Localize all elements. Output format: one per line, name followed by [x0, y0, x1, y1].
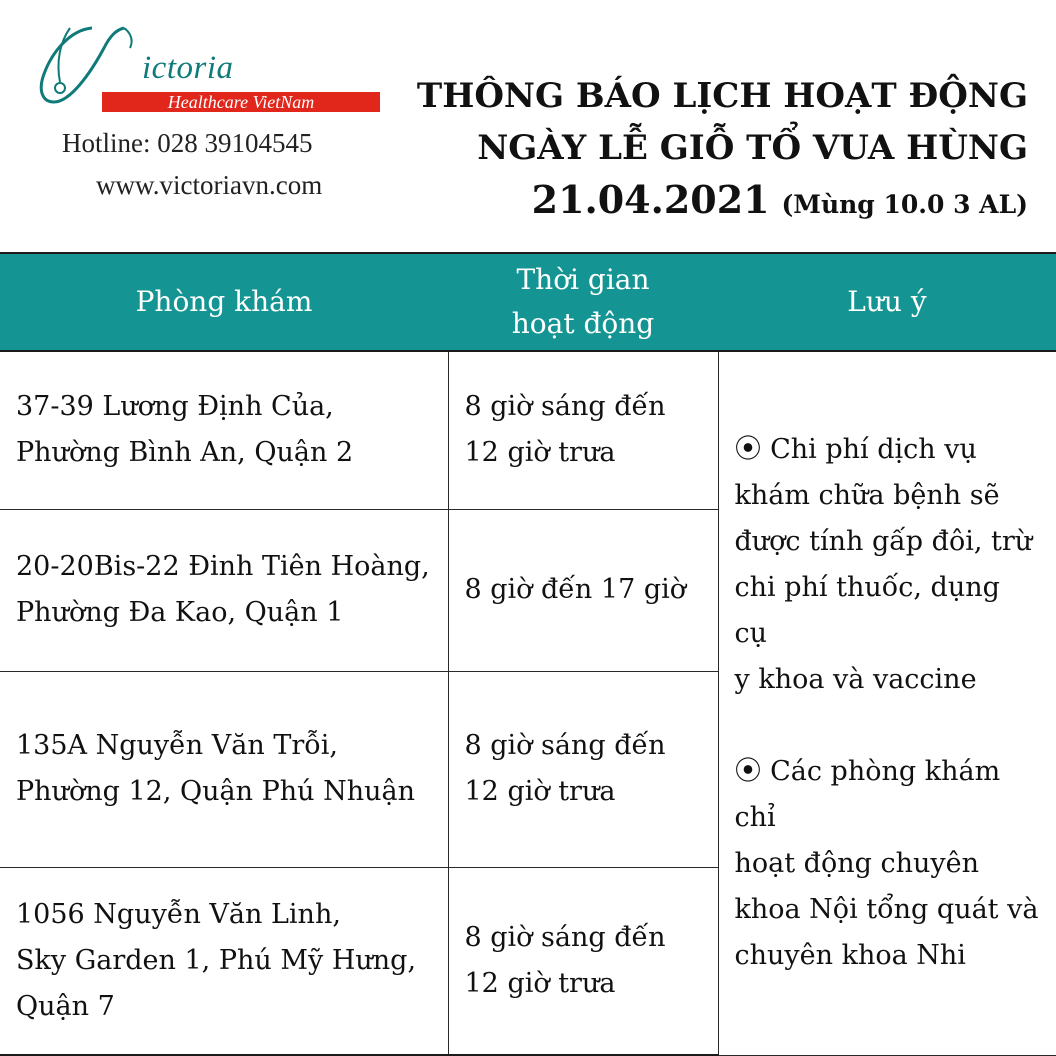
title-line-2: NGÀY LỄ GIỖ TỔ VUA HÙNG: [477, 128, 1028, 168]
col-header-clinic: Phòng khám: [0, 253, 448, 351]
schedule-table: [0, 252, 1056, 1056]
clinic-address: 20-20Bis-22 Đinh Tiên Hoàng, Phường Đa Kao, Quận 1: [0, 509, 448, 671]
notes-cell: [718, 351, 1056, 1055]
clinic-address: 1056 Nguyễn Văn Linh, Sky Garden 1, Phú Mỹ Hưng, Quận 7: [0, 867, 448, 1055]
title-line-1: THÔNG BÁO LỊCH HOẠT ĐỘNG: [416, 76, 1028, 116]
title-line-3: [417, 174, 1028, 231]
notice-title: [417, 70, 1028, 231]
col-header-hours-text: Thời gian hoạt động: [511, 263, 655, 340]
clinic-address: 37-39 Lương Định Của, Phường Bình An, Quận 2: [0, 351, 448, 509]
opening-hours: 8 giờ sáng đến 12 giờ trưa: [448, 351, 718, 509]
note-item: ⦿ Chi phí dịch vụ khám chữa bệnh sẽ được tính gấp đôi, trừ chi phí thuốc, dụng cụ y khoa và vaccine: [734, 434, 1033, 696]
victoria-logo: [30, 22, 360, 114]
logo-wordmark: ictoria: [142, 50, 234, 86]
table-header-row: [0, 253, 1056, 351]
opening-hours: 8 giờ sáng đến 12 giờ trưa: [448, 671, 718, 867]
table-row: [0, 351, 1056, 509]
clinic-address: 135A Nguyễn Văn Trỗi, Phường 12, Quận Phú Nhuận: [0, 671, 448, 867]
hotline-text: Hotline: 028 39104545: [62, 128, 313, 158]
website-link[interactable]: www.victoriavn.com: [96, 170, 323, 200]
opening-hours: 8 giờ đến 17 giờ: [448, 509, 718, 671]
col-header-notes: Lưu ý: [718, 253, 1056, 351]
col-header-hours: [448, 253, 718, 351]
title-lunar-date: (Mùng 10.0 3 AL): [781, 190, 1028, 219]
logo-tagline-band: Healthcare VietNam: [102, 92, 380, 112]
title-date: 21.04.2021: [531, 177, 770, 222]
note-item: ⦿ Các phòng khám chỉ hoạt động chuyên khoa Nội tổng quát và chuyên khoa Nhi: [734, 756, 1039, 972]
opening-hours: 8 giờ sáng đến 12 giờ trưa: [448, 867, 718, 1055]
